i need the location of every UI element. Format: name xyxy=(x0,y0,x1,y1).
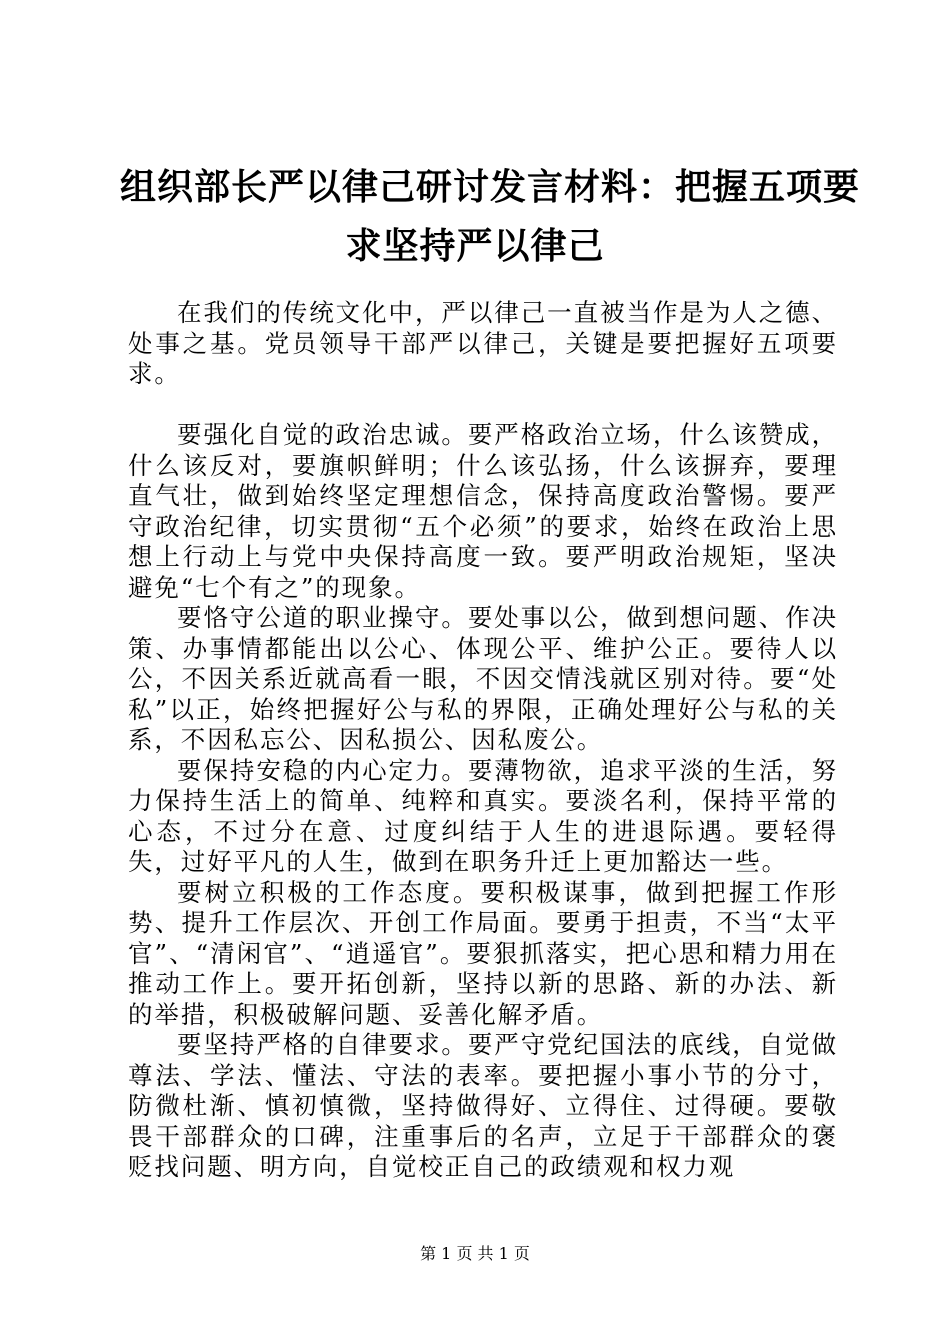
paragraph-spacer xyxy=(128,390,838,421)
document-title-line-1: 组织部长严以律己研讨发言材料：把握五项要 xyxy=(120,166,861,208)
paragraph-political-loyalty: 要强化自觉的政治忠诚。要严格政治立场，什么该赞成，什么该反对，要旗帜鲜明；什么该弘扬，什么该摒弃，要理直气壮，做到始终坚定理想信念，保持高度政治警惕。要严守政治纪律，切实贯彻“五个必须”的要求，始终在政治上思想上行动上与党中央保持高度一致。要严明政治规矩，坚决避免“七个有之”的现象。 xyxy=(128,420,838,602)
document-body xyxy=(128,298,838,1183)
intro-paragraph: 在我们的传统文化中，严以律己一直被当作是为人之德、处事之基。党员领导干部严以律己，关键是要把握好五项要求。 xyxy=(128,298,838,388)
paragraph-work-attitude: 要树立积极的工作态度。要积极谋事，做到把握工作形势、提升工作层次、开创工作局面。要勇于担责，不当“太平官”、“清闲官”、“逍遥官”。要狠抓落实，把心思和精力用在推动工作上。要开拓创新，坚持以新的思路、新的办法、新的举措，积极破解问题、妥善化解矛盾。 xyxy=(128,877,838,1029)
paragraph-professional-ethics: 要恪守公道的职业操守。要处事以公，做到想问题、作决策、办事情都能出以公心、体现公平、维护公正。要待人以公，不因关系近就高看一眼，不因交情浅就区别对待。要“处私”以正，始终把握好公与私的界限，正确处理好公与私的关系，不因私忘公、因私损公、因私废公。 xyxy=(128,603,838,754)
paragraph-inner-composure: 要保持安稳的内心定力。要薄物欲，追求平淡的生活，努力保持生活上的简单、纯粹和真实。要淡名利，保持平常的心态，不过分在意、过度纠结于人生的进退际遇。要轻得失，过好平凡的人生，做到在职务升迁上更加豁达一些。 xyxy=(128,755,838,876)
document-title-line-2: 求坚持严以律己 xyxy=(345,225,605,267)
paragraph-self-discipline: 要坚持严格的自律要求。要严守党纪国法的底线，自觉做尊法、学法、懂法、守法的表率。要把握小事小节的分寸，防微杜渐、慎初慎微，坚持做得好、立得住、过得硬。要敬畏干部群众的口碑，注重事后的名声，立足于干部群众的褒贬找问题、明方向，自觉校正自己的政绩观和权力观 xyxy=(128,1030,838,1181)
page-footer: 第 1 页 共 1 页 xyxy=(420,1244,530,1263)
